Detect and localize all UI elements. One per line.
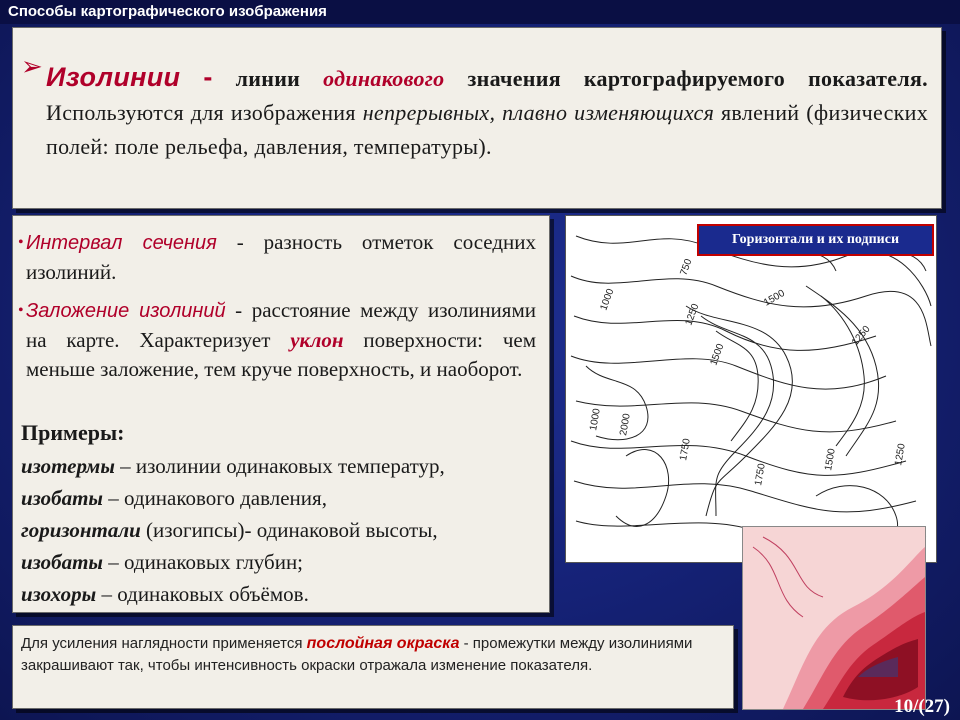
- example-item: [21, 582, 309, 607]
- definition-part-4: Используются для изображения: [46, 100, 356, 125]
- contour-label: 1750: [678, 437, 693, 462]
- bullet-interval: [18, 228, 536, 287]
- note-highlight: послойная окраска: [306, 635, 460, 652]
- example-text: – одинакового давления,: [102, 486, 327, 510]
- note-part-2: - промежутки между изолиниями закрашивают так, чтобы интенсивность окраски отражала изменение показателя.: [21, 635, 693, 674]
- definition-part-5: непрерывных, плавно изменяющихся: [362, 100, 715, 125]
- definition-panel: [12, 27, 942, 209]
- bullet-term-spacing: Заложение изолиний: [26, 300, 226, 322]
- contour-label: 1000: [598, 287, 617, 313]
- note-text: [21, 633, 727, 677]
- contour-map-drawing: [566, 216, 936, 562]
- definition-part-1: линии: [235, 66, 301, 91]
- map-caption: Горизонтали и их подписи: [697, 224, 934, 256]
- example-item: [21, 550, 303, 575]
- definition-term: Изолинии: [46, 62, 181, 92]
- example-text: – одинаковых глубин;: [102, 550, 304, 574]
- slide-title: Способы картографического изображения: [8, 3, 327, 20]
- top-bar: [0, 0, 960, 24]
- note-part-1: Для усиления наглядности применяется: [21, 635, 307, 652]
- contour-label: 1500: [762, 287, 787, 309]
- example-text: (изогипсы)- одинаковой высоты,: [140, 518, 438, 542]
- example-text: – изолинии одинаковых температур,: [114, 454, 445, 478]
- page-number: 10/(27): [894, 696, 950, 717]
- contour-label: 1500: [708, 342, 727, 368]
- contour-map-image: [565, 215, 937, 563]
- contour-label: 2000: [618, 412, 633, 437]
- bullet-highlight-slope: уклон: [290, 328, 344, 352]
- example-term: изотермы: [21, 454, 115, 478]
- contour-label: 750: [678, 257, 695, 278]
- example-term: изохоры: [21, 582, 97, 606]
- definition-part-3: значения картографируемого показателя.: [467, 66, 928, 91]
- bullet-spacing: [18, 296, 536, 384]
- example-item: [21, 486, 327, 511]
- bullet-dot-icon: •: [18, 234, 24, 251]
- example-term: горизонтали: [21, 518, 141, 542]
- bullet-text-interval: - разность отметок соседних изолиний.: [26, 230, 536, 284]
- example-term: изобаты: [21, 486, 103, 510]
- contour-label: 1500: [823, 447, 838, 472]
- examples-title: Примеры:: [21, 420, 125, 445]
- definition-part-6: явлений (физических полей: поле рельефа, давления, температуры).: [46, 100, 928, 159]
- example-text: – одинаковых объёмов.: [96, 582, 309, 606]
- bullet-dot-icon: •: [18, 302, 24, 319]
- layered-coloring-image: [742, 526, 926, 710]
- definition-highlight: одинакового: [323, 66, 445, 91]
- example-item: [21, 454, 445, 479]
- bullet-term-interval: Интервал сечения: [26, 232, 217, 254]
- bullet-text-spacing-2: поверхности: чем меньше заложение, тем круче поверхность, и наоборот.: [26, 328, 536, 381]
- definition-dash: -: [203, 62, 213, 92]
- contour-label: 1750: [753, 462, 768, 487]
- bullet-text-spacing-1: - расстояние между изолиниями на карте. Характеризует: [26, 298, 536, 352]
- note-panel: [12, 625, 734, 709]
- contour-label: 1000: [588, 407, 603, 432]
- arrow-bullet-icon: ➢: [21, 52, 43, 82]
- layered-coloring-drawing: [743, 527, 925, 709]
- definition-text: [46, 60, 928, 164]
- example-item: [21, 518, 438, 543]
- details-panel: [12, 215, 550, 613]
- contour-label: 1250: [849, 323, 873, 348]
- contour-label: 1250: [893, 442, 908, 467]
- example-term: изобаты: [21, 550, 103, 574]
- contour-label: 1250: [683, 302, 702, 328]
